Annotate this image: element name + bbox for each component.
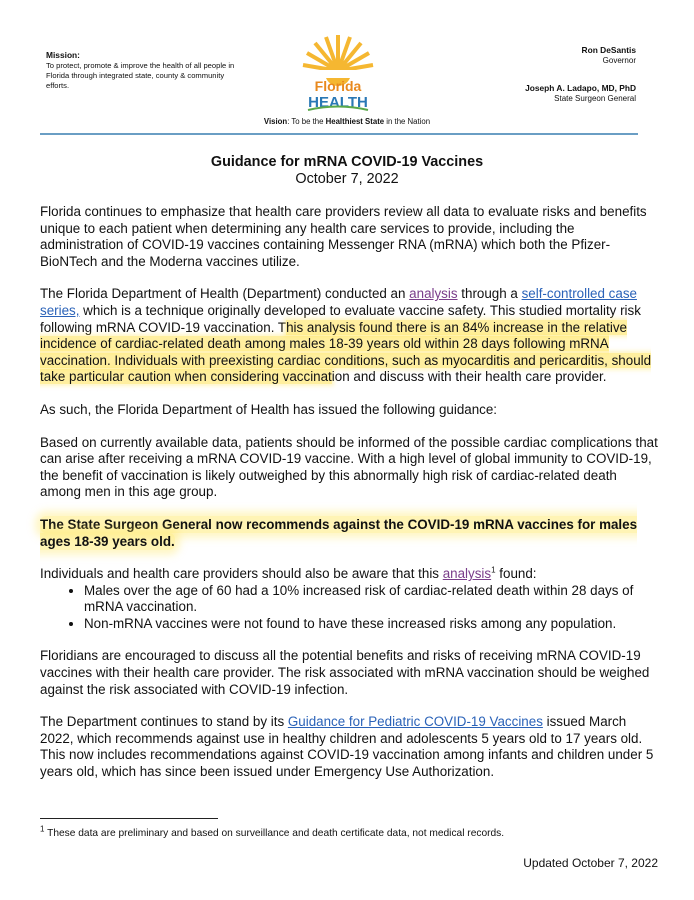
analysis-pre: The Florida Department of Health (Department) conducted an [40,286,410,302]
footnote-number: 1 [40,824,45,834]
vision-pre: : To be the [287,117,326,126]
paragraph-recommendation [40,517,660,550]
case-series-link[interactable]: self-controlled case series, [40,286,637,318]
list-item: • Males over the age of 60 had a 10% increased risk of cardiac-related death within 28 days of mRNA vaccination. [84,583,660,616]
analysis-link[interactable]: analysis [409,286,458,302]
pediatric-post: issued March 2022, which recommends against use in healthy children and adolescents 5 years old to 17 years old. This now includes recommendations against COVID-19 vaccination among infants and children under 5 years old, which has since been issued under Emergency Use Authorization. [40,714,654,780]
mission-statement [46,50,236,91]
vision-statement [0,117,694,126]
recommendation-text: The State Surgeon General now recommends against the COVID-19 mRNA vaccines for males ages 18-39 years old. [40,516,638,549]
paragraph-pediatric [40,714,660,780]
paragraph-analysis [40,286,660,386]
vision-bold: Healthiest State [325,117,385,126]
highlighted-finding: his analysis found there is an 84% increase in the relative incidence of cardiac-related death among males 18-39 years old within 28 days following mRNA vaccination. Individuals with preexisting cardiac conditions, such as myocarditis and pericarditis, should take particular caution when considering vaccinat [40,319,652,385]
footnote-ref: 1 [491,565,496,575]
footnote-divider [40,818,218,819]
document-body [40,204,660,797]
analysis-link-2[interactable]: analysis [442,566,492,582]
paragraph-intro: Florida continues to emphasize that health care providers review all data to evaluate risks and benefits unique to each patient when determining any health care services to provide, including the administration of COVID-19 vaccines containing Messenger RNA (mRNA) which both the Pfizer-BioNTech and the Moderna vaccines utilize. [40,204,647,269]
title-date: October 7, 2022 [295,171,399,187]
logo-text-health: HEALTH [308,94,368,111]
governor-title: Governor [602,55,636,65]
footnote-text: These data are preliminary and based on surveillance and death certificate data, not medical records. [44,828,505,839]
analysis-post-end: ion and discuss with their health care provider. [331,369,607,385]
paragraph-guidance-intro: As such, the Florida Department of Health has issued the following guidance: [40,401,498,417]
logo-text-florida: Florida [314,78,362,94]
list-item: • Non-mRNA vaccines were not found to have these increased risks among any population. [84,616,660,633]
vision-label: Vision [263,117,288,126]
paragraph-cardiac: Based on currently available data, patients should be informed of the possible cardiac complications that can arise after receiving a mRNA COVID-19 vaccine. With a high level of global immunity to COVID-19, the benefit of vaccination is likely outweighed by this abnormally high risk of cardiac-related death among men in this age group. [40,434,658,500]
surgeon-general-title: State Surgeon General [554,93,636,103]
analysis-mid: through a [457,286,522,302]
aware-post: found: [495,566,537,582]
mission-title: Mission: [46,50,80,60]
paragraph-aware [40,566,660,583]
surgeon-general-name: Joseph A. Ladapo, MD, PhD [525,83,636,93]
findings-list [40,583,660,633]
aware-pre: Individuals and health care providers should also be aware that this [40,566,443,582]
mission-text: To protect, promote & improve the health of all people in Florida through integrated state, county & community efforts. [46,61,235,90]
header-divider [40,133,638,135]
footnote [40,824,660,839]
florida-health-logo [300,33,376,113]
analysis-post: which is a technique originally developed to evaluate vaccine safety. This studied mortality risk following mRNA COVID-19 vaccination. T [40,302,641,335]
paragraph-discuss: Floridians are encouraged to discuss all the potential benefits and risks of receiving mRNA COVID-19 vaccines with their health care provider. The risk associated with mRNA vaccination should be weighed against the risk associated with COVID-19 infection. [40,648,650,697]
pediatric-guidance-link[interactable]: Guidance for Pediatric COVID-19 Vaccines [287,714,543,730]
officials-block [416,45,636,104]
governor-name: Ron DeSantis [581,45,636,55]
pediatric-pre: The Department continues to stand by its [40,714,288,730]
updated-date: Updated October 7, 2022 [523,856,658,870]
vision-post: in the Nation [384,117,431,126]
document-title [0,154,694,188]
title-line: Guidance for mRNA COVID-19 Vaccines [210,154,484,170]
